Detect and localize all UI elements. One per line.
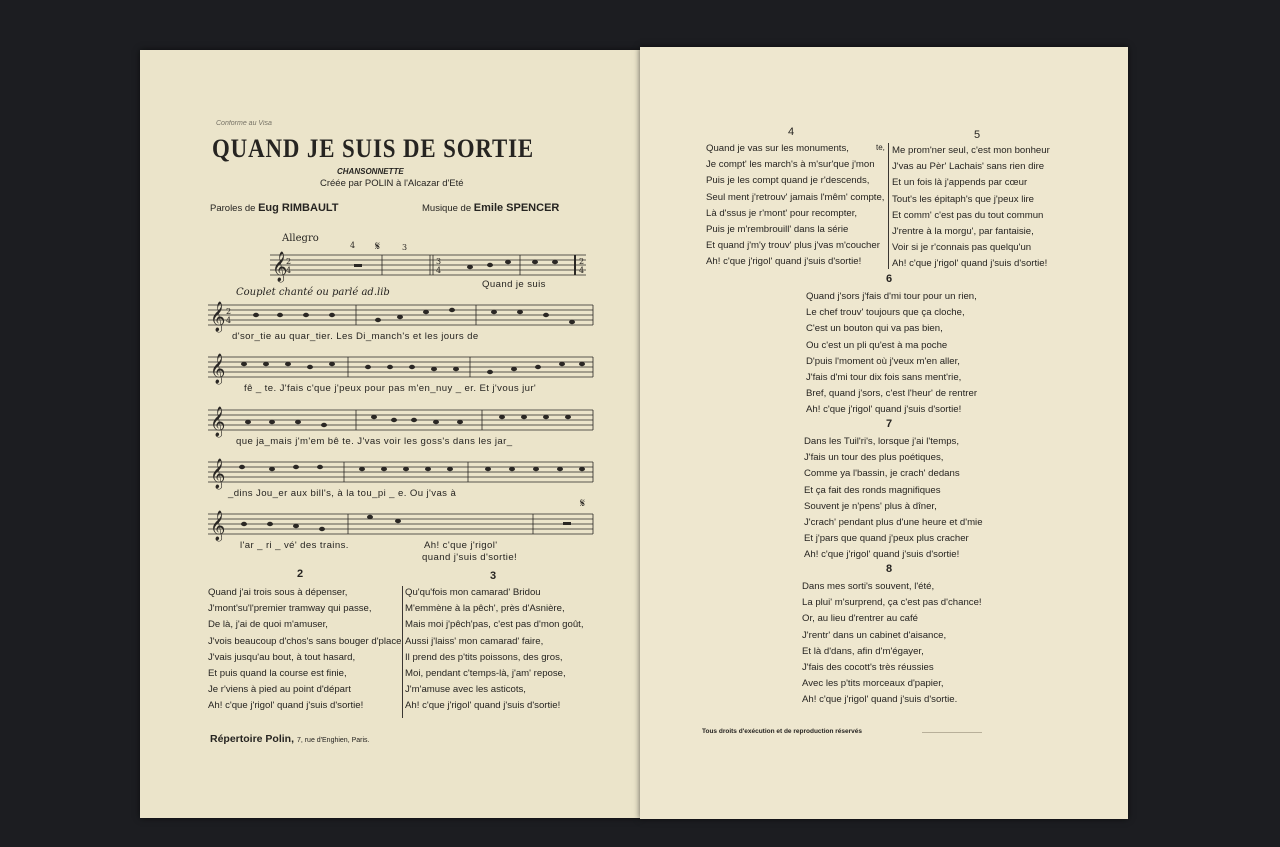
verse-6-line: C'est un bouton qui va pas bien, xyxy=(806,323,943,335)
column-divider-right xyxy=(888,143,889,269)
verse-6-line: D'puis l'moment où j'veux m'en aller, xyxy=(806,355,960,367)
svg-text:4: 4 xyxy=(579,266,585,275)
verse-7-line: J'fais un tour des plus poétiques, xyxy=(804,452,944,464)
verse-8-line: J'rentr' dans un cabinet d'aisance, xyxy=(802,629,947,641)
verse-4-line: Et quand j'm'y trouv' plus j'vas m'coucher xyxy=(706,240,880,252)
verse-8-line: Or, au lieu d'rentrer au café xyxy=(802,613,918,625)
verse-2-line: Je r'viens à pied au point d'départ xyxy=(208,684,351,696)
lyric-line-7: quand j'suis d'sortie! xyxy=(422,552,518,563)
svg-text:4: 4 xyxy=(436,266,442,275)
verse-4-aside: te, xyxy=(876,143,885,152)
verse-2-number: 2 xyxy=(297,568,304,580)
lyric-line-4: _dins Jou_er aux bill's, à la tou_pi _ e. Ou j'vas à xyxy=(228,488,457,499)
verse-5-line: Me prom'ner seul, c'est mon bonheur xyxy=(892,145,1050,156)
verse-8-number: 8 xyxy=(886,563,893,575)
verse-2-line: J'vais jusqu'au bout, à tout hasard, xyxy=(208,651,356,663)
lyric-line-5: l'ar _ ri _ vé' des trains. xyxy=(240,540,349,551)
verse-3-line: J'm'amuse avec les asticots, xyxy=(405,684,526,696)
svg-text:𝄋: 𝄋 xyxy=(375,239,381,253)
verse-7-line: Et j'pars que quand j'peux plus cracher xyxy=(804,533,969,545)
verse-8-line: Dans mes sorti's souvent, l'été, xyxy=(802,581,935,592)
verse-7-line: Souvent je n'pens' plus à dîner, xyxy=(804,500,937,512)
lyric-line-3: que ja_mais j'm'em bê te. J'vas voir les goss's dans les jar_ xyxy=(236,436,513,447)
verse-6-line: Ou c'est un pli qu'est à ma poche xyxy=(806,339,948,351)
svg-text:2: 2 xyxy=(579,257,585,266)
verse-4-line: Puis je les compt quand je r'descends, xyxy=(706,175,870,187)
verse-8-line: Et là d'dans, afin d'm'égayer, xyxy=(802,645,924,657)
music-staff-4 xyxy=(208,457,598,487)
verse-6 xyxy=(806,289,977,419)
verse-5-line: Tout's les épitaph's que j'peux lire xyxy=(892,193,1035,205)
verse-3-line: Moi, pendant c'temps-là, j'am' repose, xyxy=(405,668,566,680)
lyric-line-2: fê _ te. J'fais c'que j'peux pour pas m'en_nuy _ er. Et j'vous jur' xyxy=(244,383,537,394)
score-page-left xyxy=(140,50,640,818)
svg-text:3: 3 xyxy=(436,257,442,266)
verse-8-line: J'fais des cocott's très réussies xyxy=(802,662,934,674)
verse-6-line: Ah! c'que j'rigol' quand j'suis d'sortie! xyxy=(806,404,962,416)
verse-7-number: 7 xyxy=(886,418,893,430)
verse-3-line: M'emmène à la pêch', près d'Asnière, xyxy=(405,603,565,615)
verse-2-line: De là, j'ai de quoi m'amuser, xyxy=(208,619,328,631)
publisher-name: Répertoire Polin, xyxy=(210,733,295,745)
svg-text:4: 4 xyxy=(226,316,232,325)
verse-4 xyxy=(706,141,884,271)
song-title: QUAND JE SUIS DE SORTIE xyxy=(212,134,535,163)
music-staff-5 xyxy=(208,496,598,541)
svg-text:4: 4 xyxy=(286,266,292,275)
music-staff-intro xyxy=(270,239,590,282)
lyric-line-0: Quand je suis xyxy=(482,279,546,290)
verse-5-line: J'rentre à la morgu', par fantaisie, xyxy=(892,226,1034,238)
svg-text:4: 4 xyxy=(350,241,356,250)
svg-text:3: 3 xyxy=(402,243,408,252)
verse-3-number: 3 xyxy=(490,570,497,582)
lyric-line-6: Ah! c'que j'rigol' xyxy=(424,540,498,551)
verse-7-line: Et ça fait des ronds magnifiques xyxy=(804,484,941,496)
verse-7-line: J'crach' pendant plus d'une heure et d'mie xyxy=(804,517,983,529)
verse-6-line: Le chef trouv' toujours que ça cloche, xyxy=(806,307,965,319)
verse-4-number: 4 xyxy=(788,126,795,138)
svg-text:𝄞: 𝄞 xyxy=(210,407,226,437)
svg-text:𝄞: 𝄞 xyxy=(210,459,226,489)
column-divider xyxy=(402,586,403,718)
verse-6-line: Bref, quand j'sors, c'est l'heur' de rentrer xyxy=(806,388,978,400)
verse-5-line: J'vas au Pèr' Lachais' sans rien dire xyxy=(892,161,1045,173)
lyricist-credit xyxy=(210,202,339,214)
verse-7-line: Comme ya l'bassin, je crach' dedans xyxy=(804,468,960,480)
verse-2 xyxy=(208,585,401,715)
verse-2-line: Et puis quand la course est finie, xyxy=(208,668,347,680)
verse-6-line: Quand j'sors j'fais d'mi tour pour un rien, xyxy=(806,291,977,302)
svg-text:𝄋: 𝄋 xyxy=(580,496,586,510)
verse-3-line: Mais moi j'pêch'pas, c'est pas d'mon goût, xyxy=(405,619,584,631)
verse-4-line: Ah! c'que j'rigol' quand j'suis d'sortie! xyxy=(706,256,862,268)
verse-2-line: J'mont'su'l'premier tramway qui passe, xyxy=(208,603,372,615)
song-subtitle: CHANSONNETTE xyxy=(337,167,404,176)
publisher-footer xyxy=(210,733,369,745)
verse-7 xyxy=(804,434,983,564)
verse-3-line: Aussi j'laiss' mon camarad' faire, xyxy=(405,635,544,647)
verse-5-number: 5 xyxy=(974,129,981,141)
svg-text:𝄞: 𝄞 xyxy=(210,302,226,332)
lyricist-label: Paroles de xyxy=(210,203,256,214)
verse-3-line: Qu'qu'fois mon camarad' Bridou xyxy=(405,587,541,598)
verse-5 xyxy=(892,143,1050,273)
svg-text:𝄞: 𝄞 xyxy=(210,511,226,541)
verse-2-line: Quand j'ai trois sous à dépenser, xyxy=(208,587,348,598)
verse-5-line: Et un fois là j'appends par cœur xyxy=(892,177,1028,189)
verse-2-line: J'vois beaucoup d'chos's sans bouger d'place xyxy=(208,635,402,647)
verse-4-line: Puis je m'rembrouill' dans la série xyxy=(706,224,849,236)
verse-3-line: Il prend des p'tits poissons, des gros, xyxy=(405,651,563,663)
tempo-marking: Allegro xyxy=(282,233,319,244)
verse-8-line: La plui' m'surprend, ça c'est pas d'chance! xyxy=(802,597,982,609)
verse-6-number: 6 xyxy=(886,273,893,285)
verse-7-line: Ah! c'que j'rigol' quand j'suis d'sortie! xyxy=(804,549,960,561)
verse-7-line: Dans les Tuil'ri's, lorsque j'ai l'temps, xyxy=(804,436,960,447)
score-page-right xyxy=(640,47,1128,819)
svg-text:2: 2 xyxy=(286,257,292,266)
rights-notice: Tous droits d'exécution et de reproduction réservés xyxy=(702,728,862,735)
verse-2-line: Ah! c'que j'rigol' quand j'suis d'sortie! xyxy=(208,700,364,712)
composer-label: Musique de xyxy=(422,203,472,214)
music-staff-1 xyxy=(208,300,598,330)
verse-8 xyxy=(802,579,982,709)
verse-4-line: Je compt' les march's à m'sur'que j'mon xyxy=(706,159,875,171)
pencil-mark xyxy=(922,732,982,733)
music-staff-2 xyxy=(208,352,598,382)
verse-6-line: J'fais d'mi tour dix fois sans ment'rie, xyxy=(806,372,962,384)
svg-text:𝄞: 𝄞 xyxy=(272,252,288,282)
composer-credit xyxy=(422,202,559,214)
composer-name: Emile SPENCER xyxy=(473,202,560,214)
couplet-direction: Couplet chanté ou parlé ad.lib xyxy=(236,287,390,298)
creation-note: Créée par POLIN à l'Alcazar d'Eté xyxy=(320,178,464,189)
lyricist-name: Eug RIMBAULT xyxy=(258,202,339,214)
verse-3-line: Ah! c'que j'rigol' quand j'suis d'sortie! xyxy=(405,700,561,712)
lyric-line-1: d'sor_tie au quar_tier. Les Di_manch's et les jours de xyxy=(232,331,479,342)
verse-4-line: Seul ment j'retrouv' jamais l'mêm' compte, xyxy=(706,191,885,203)
verse-8-line: Avec les p'tits morceaux d'papier, xyxy=(802,678,944,690)
verse-5-line: Ah! c'que j'rigol' quand j'suis d'sortie! xyxy=(892,258,1048,270)
visa-stamp: Conforme au Visa xyxy=(216,120,272,127)
svg-text:2: 2 xyxy=(226,307,232,316)
verse-8-line: Ah! c'que j'rigol' quand j'suis d'sortie. xyxy=(802,694,958,706)
verse-5-line: Et comm' c'est pas du tout commun xyxy=(892,209,1044,221)
verse-4-line: Quand je vas sur les monuments, xyxy=(706,143,849,154)
music-staff-3 xyxy=(208,405,598,435)
publisher-address: 7, rue d'Enghien, Paris. xyxy=(296,737,370,744)
svg-text:𝄞: 𝄞 xyxy=(210,354,226,384)
verse-4-line: Là d'ssus je r'mont' pour recompter, xyxy=(706,207,858,219)
verse-3 xyxy=(405,585,584,715)
verse-5-line: Voir si je r'connais pas quelqu'un xyxy=(892,242,1032,254)
